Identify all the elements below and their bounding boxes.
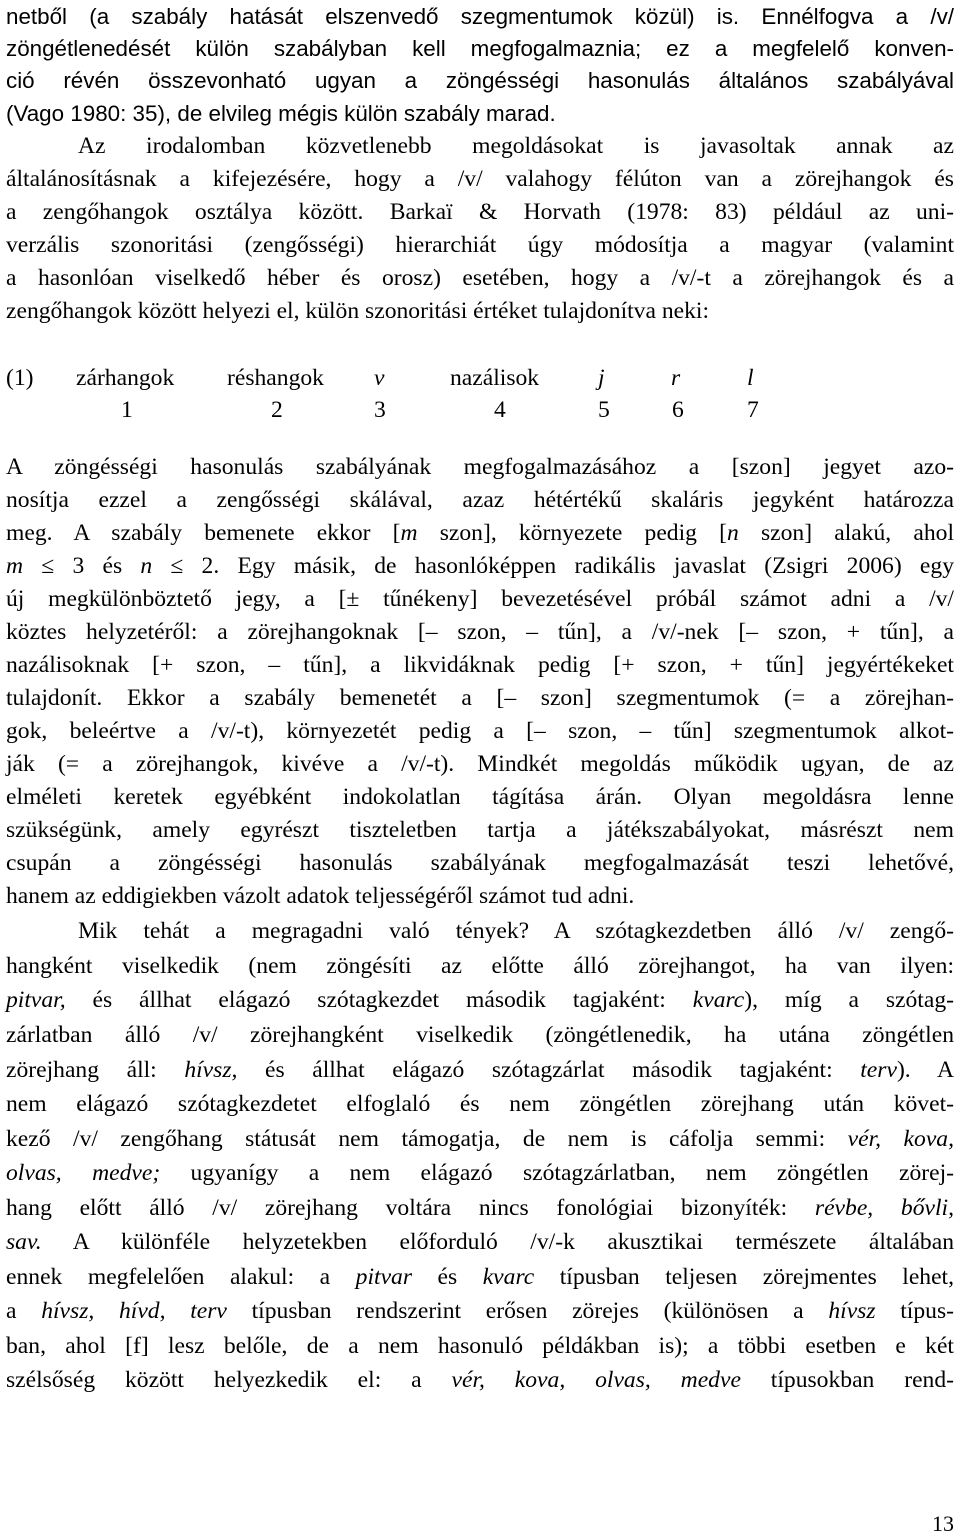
text-line: netből (a szabály hatását elszenvedő szegmentumok közül) is. Ennélfogva a /v/ — [6, 4, 954, 29]
text-line: ció révén összevonható ugyan a zöngésségi hasonulás általános szabályával — [6, 68, 954, 93]
text-line: gok, beleértve a /v/-t), környezetét pedig a [– szon, – tűn] szegmentumok alkot- — [6, 718, 954, 744]
text-line: szükségünk, amely egyrészt tiszteletben tartja a játékszabályokat, másrészt nem — [6, 817, 954, 843]
scale-label: r — [671, 365, 681, 391]
scale-value: 4 — [494, 397, 506, 423]
text-line: zöngétlenedését külön szabályban kell megfogalmaznia; ez a megfelelő konven- — [6, 36, 954, 61]
text-line: ennek megfelelően alakul: a pitvar és kvarc típusban teljesen zörejmentes lehet, — [6, 1264, 955, 1290]
text-line: zárlatban álló /v/ zörejhangként viselkedik (zöngétlenedik, ha utána zöngétlen — [6, 1022, 954, 1048]
page-number: 13 — [932, 1511, 954, 1536]
text-line: hangként viselkedik (nem zöngésíti az előtte álló zörejhangot, ha van ilyen: — [6, 953, 954, 979]
text-line: hanem az eddigiekben vázolt adatok teljességéről számot tud adni. — [6, 883, 635, 909]
text-line: új megkülönböztető jegy, a [± tűnékeny] bevezetésével próbál számot adni a /v/ — [6, 586, 954, 612]
text-line: a zengőhangok osztálya között. Barkaï & Horvath (1978: 83) például az uni- — [6, 199, 954, 225]
scale-value: 7 — [747, 397, 759, 423]
text-line: általánosításnak a kifejezésére, hogy a /v/ valahogy félúton van a zörejhangok és — [6, 166, 954, 192]
text-line: sav. A különféle helyzetekben előforduló /v/-k akusztikai természete általában — [6, 1229, 954, 1255]
text-line: verzális szonoritási (zengősségi) hierarchiát úgy módosítja a magyar (valamint — [6, 232, 954, 258]
text-line: ják (= a zörejhangok, kivéve a /v/-t). Mindkét megoldás működik ugyan, de az — [6, 751, 954, 777]
scale-value: 6 — [672, 397, 684, 423]
example-number: (1) — [6, 365, 34, 391]
scale-value: 1 — [121, 397, 133, 423]
text-line: pitvar, és állhat elágazó szótagkezdet második tagjaként: kvarc), míg a szótag- — [6, 987, 954, 1013]
text-line: a hívsz, hívd, terv típusban rendszerint erősen zörejes (különösen a hívsz típus- — [6, 1298, 954, 1324]
text-line: (Vago 1980: 35), de elvileg mégis külön szabály marad. — [6, 101, 556, 126]
text-line: A zöngésségi hasonulás szabályának megfogalmazásához a [szon] jegyet azo- — [6, 454, 954, 480]
text-line: csupán a zöngésségi hasonulás szabályának megfogalmazását teszi lehetővé, — [6, 850, 954, 876]
scale-value: 2 — [271, 397, 283, 423]
text-line: zörejhang áll: hívsz, és állhat elágazó szótagzárlat második tagjaként: terv). A — [6, 1057, 955, 1083]
text-line: tulajdonít. Ekkor a szabály bemenetét a [– szon] szegmentumok (= a zörejhan- — [6, 685, 954, 711]
text-line: elméleti keretek egyébként indokolatlan tágítása árán. Olyan megoldásra lenne — [6, 784, 954, 810]
text-line: nosítja ezzel a zengősségi skálával, azaz hétértékű skaláris jegyként határozza — [6, 487, 954, 513]
text-line: olvas, medve; ugyanígy a nem elágazó szótagzárlatban, nem zöngétlen zörej- — [6, 1160, 955, 1186]
text-line: Mik tehát a megragadni való tények? A szótagkezdetben álló /v/ zengő- — [78, 918, 954, 944]
text-line: m ≤ 3 és n ≤ 2. Egy másik, de hasonlóképpen radikális javaslat (Zsigri 2006) egy — [6, 553, 954, 579]
scale-value: 5 — [598, 397, 610, 423]
scale-value: 3 — [374, 397, 386, 423]
text-line: köztes helyzetéről: a zörejhangoknak [– szon, – tűn], a /v/-nek [– szon, + tűn], a — [6, 619, 954, 645]
scale-label: v — [374, 365, 385, 391]
text-line: szélsőség között helyezkedik el: a vér, kova, olvas, medve típusokban rend- — [6, 1367, 954, 1393]
text-line: nazálisoknak [+ szon, – tűn], a likvidáknak pedig [+ szon, + tűn] jegyértékeket — [6, 652, 954, 678]
scale-label: zárhangok — [76, 365, 175, 391]
scale-label: l — [747, 365, 754, 391]
text-line: nem elágazó szótagkezdetet elfoglaló és nem zöngétlen zörejhang után követ- — [6, 1091, 954, 1117]
scale-label: j — [598, 365, 605, 391]
scale-label: réshangok — [227, 365, 324, 391]
text-line: Az irodalomban közvetlenebb megoldásokat is javasoltak annak az — [78, 133, 954, 159]
text-line: kező /v/ zengőhang státusát nem támogatja, de nem is cáfolja semmi: vér, kova, — [6, 1126, 954, 1152]
text-line: meg. A szabály bemenete ekkor [m szon], környezete pedig [n szon] alakú, ahol — [6, 520, 954, 546]
scale-label: nazálisok — [450, 365, 540, 391]
text-line: hang előtt álló /v/ zörejhang voltára nincs fonológiai bizonyíték: révbe, bővli, — [6, 1195, 954, 1221]
text-line: a hasonlóan viselkedő héber és orosz) esetében, hogy a /v/-t a zörejhangok és a — [6, 265, 954, 291]
text-line: ban, ahol [f] lesz belőle, de a nem hasonuló példákban is); a többi esetben e két — [6, 1333, 954, 1359]
text-line: zengőhangok között helyezi el, külön szonoritási értéket tulajdonítva neki: — [6, 298, 710, 324]
sonority-scale-example — [6, 363, 954, 427]
